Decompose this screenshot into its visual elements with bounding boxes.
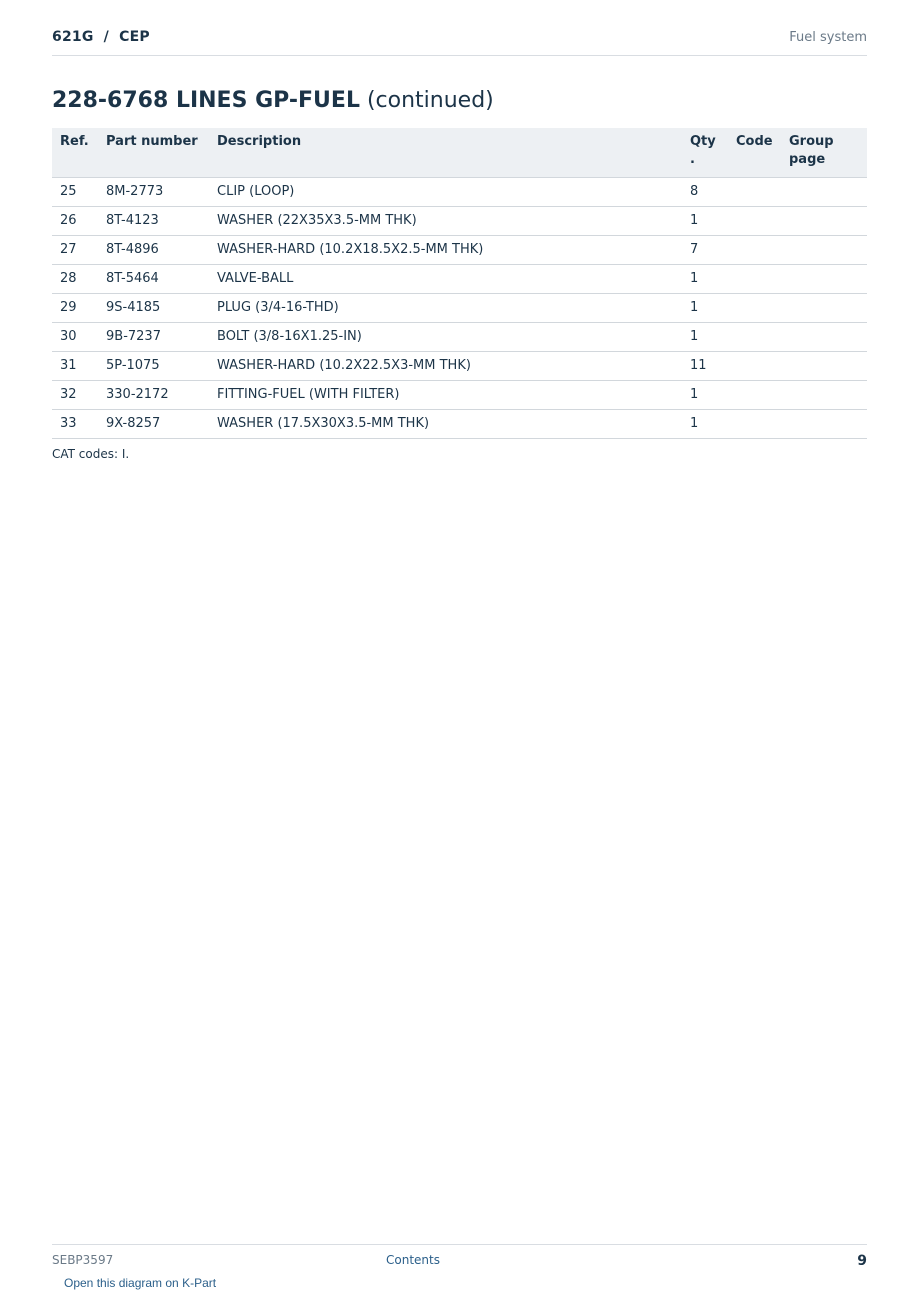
cell-qty: 1 <box>682 206 728 235</box>
col-group-page: Group page <box>781 128 867 177</box>
table-row <box>52 293 867 322</box>
cell-part-number: 8T-4896 <box>98 235 209 264</box>
table-row <box>52 235 867 264</box>
cell-group-page <box>781 351 867 380</box>
table-row <box>52 322 867 351</box>
cell-part-number: 5P-1075 <box>98 351 209 380</box>
cat-codes-note: CAT codes: I. <box>52 447 130 461</box>
table-row <box>52 351 867 380</box>
cell-qty: 1 <box>682 322 728 351</box>
cell-group-page <box>781 380 867 409</box>
document-id: SEBP3597 <box>52 1253 114 1267</box>
cell-description: WASHER (22X35X3.5-MM THK) <box>209 206 682 235</box>
cell-description: VALVE-BALL <box>209 264 682 293</box>
cell-group-page <box>781 264 867 293</box>
cell-description: WASHER-HARD (10.2X18.5X2.5-MM THK) <box>209 235 682 264</box>
cell-ref: 28 <box>52 264 98 293</box>
table-row <box>52 206 867 235</box>
cell-qty: 1 <box>682 409 728 438</box>
cell-qty: 7 <box>682 235 728 264</box>
col-code: Code <box>728 128 781 177</box>
cell-description: WASHER-HARD (10.2X22.5X3-MM THK) <box>209 351 682 380</box>
cell-code <box>728 322 781 351</box>
cell-ref: 26 <box>52 206 98 235</box>
cell-code <box>728 206 781 235</box>
cell-ref: 30 <box>52 322 98 351</box>
cell-description: CLIP (LOOP) <box>209 177 682 206</box>
cell-code <box>728 351 781 380</box>
cell-code <box>728 177 781 206</box>
cell-code <box>728 409 781 438</box>
col-qty: Qty . <box>682 128 728 177</box>
cell-group-page <box>781 293 867 322</box>
cell-group-page <box>781 409 867 438</box>
page-header <box>52 28 867 56</box>
table-row <box>52 177 867 206</box>
table-row <box>52 380 867 409</box>
table-header-row <box>52 128 867 177</box>
table-body <box>52 177 867 438</box>
cell-qty: 1 <box>682 264 728 293</box>
cell-part-number: 330-2172 <box>98 380 209 409</box>
cell-group-page <box>781 206 867 235</box>
cell-ref: 32 <box>52 380 98 409</box>
cell-ref: 25 <box>52 177 98 206</box>
cell-part-number: 8T-5464 <box>98 264 209 293</box>
cell-description: PLUG (3/4-16-THD) <box>209 293 682 322</box>
cell-group-page <box>781 177 867 206</box>
table-row <box>52 264 867 293</box>
section-label: Fuel system <box>789 30 867 45</box>
page-footer <box>52 1244 867 1275</box>
cell-group-page <box>781 322 867 351</box>
contents-link[interactable]: Contents <box>386 1253 440 1267</box>
table-row <box>52 409 867 438</box>
cell-ref: 29 <box>52 293 98 322</box>
group-title: 228-6768 LINES GP-FUEL <box>52 88 360 113</box>
col-ref: Ref. <box>52 128 98 177</box>
col-part-number: Part number <box>98 128 209 177</box>
cell-part-number: 9S-4185 <box>98 293 209 322</box>
cell-part-number: 9X-8257 <box>98 409 209 438</box>
col-description: Description <box>209 128 682 177</box>
cell-qty: 8 <box>682 177 728 206</box>
parts-table <box>52 128 867 439</box>
cell-ref: 31 <box>52 351 98 380</box>
cell-description: WASHER (17.5X30X3.5-MM THK) <box>209 409 682 438</box>
cell-ref: 33 <box>52 409 98 438</box>
cell-code <box>728 380 781 409</box>
cell-part-number: 9B-7237 <box>98 322 209 351</box>
open-kpart-link[interactable]: Open this diagram on K-Part <box>64 1276 217 1290</box>
cell-description: BOLT (3/8-16X1.25-IN) <box>209 322 682 351</box>
cell-qty: 11 <box>682 351 728 380</box>
table-header <box>52 128 867 177</box>
page-number: 9 <box>857 1253 867 1269</box>
cell-part-number: 8M-2773 <box>98 177 209 206</box>
cell-ref: 27 <box>52 235 98 264</box>
cell-qty: 1 <box>682 380 728 409</box>
page-title <box>52 88 494 113</box>
cell-description: FITTING-FUEL (WITH FILTER) <box>209 380 682 409</box>
cell-code <box>728 293 781 322</box>
cell-code <box>728 235 781 264</box>
cell-part-number: 8T-4123 <box>98 206 209 235</box>
cell-group-page <box>781 235 867 264</box>
title-suffix: (continued) <box>359 88 494 113</box>
model-label: 621G / CEP <box>52 29 150 45</box>
cell-qty: 1 <box>682 293 728 322</box>
cell-code <box>728 264 781 293</box>
